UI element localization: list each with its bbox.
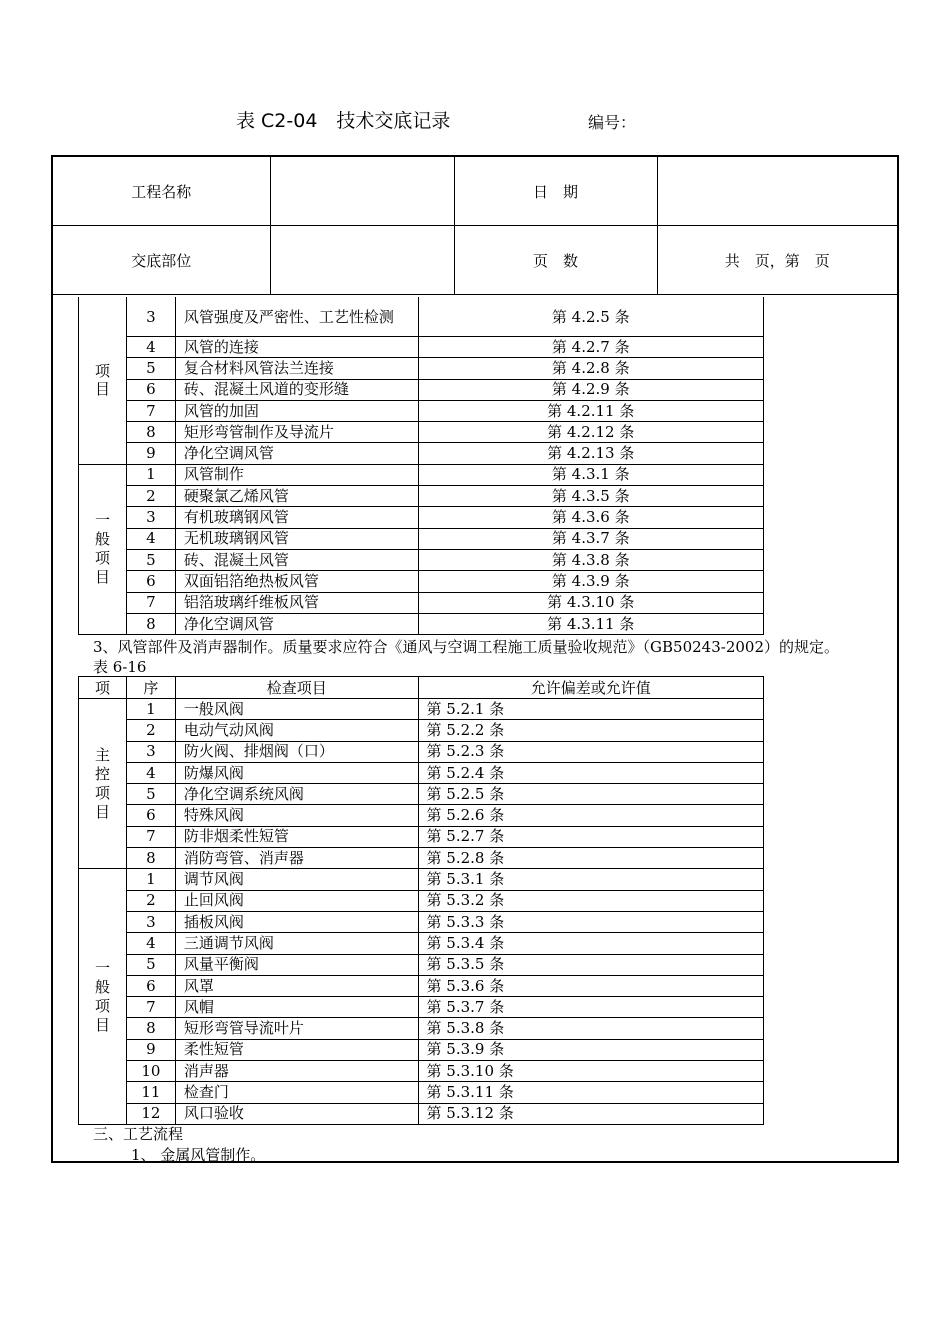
check-item: 防非烟柔性短管 xyxy=(175,826,418,847)
category-general: 一 般 项 目 xyxy=(79,869,127,1125)
row-number: 3 xyxy=(126,741,175,762)
category-main: 主 控 项 目 xyxy=(79,699,127,869)
pages-label: 页 数 xyxy=(454,226,657,295)
table-row xyxy=(79,358,764,379)
row-number: 2 xyxy=(126,486,175,507)
check-item: 风口验收 xyxy=(175,1103,418,1124)
table-row xyxy=(79,379,764,400)
project-name-field[interactable] xyxy=(270,157,454,226)
row-number: 7 xyxy=(126,592,175,613)
row-number: 11 xyxy=(126,1082,175,1103)
table-row xyxy=(79,549,764,570)
row-number: 7 xyxy=(126,826,175,847)
col-header-item: 检查项目 xyxy=(175,677,418,699)
record-frame xyxy=(51,155,899,1163)
clause-reference: 第 4.3.8 条 xyxy=(418,549,764,570)
clause-reference: 第 5.2.3 条 xyxy=(418,741,763,762)
row-number: 9 xyxy=(126,1039,175,1060)
table-row xyxy=(79,848,764,869)
paragraph xyxy=(93,637,839,677)
table-label: 表 6-16 xyxy=(93,658,147,676)
check-item: 净化空调系统风阀 xyxy=(175,784,418,805)
clause-reference: 第 4.3.10 条 xyxy=(418,592,764,613)
row-number: 8 xyxy=(126,613,175,634)
date-label: 日 期 xyxy=(454,157,657,226)
clause-reference: 第 4.3.7 条 xyxy=(418,528,764,549)
clause-reference: 第 5.2.2 条 xyxy=(418,720,763,741)
table-row xyxy=(79,486,764,507)
duct-inspection-table xyxy=(78,297,764,635)
check-item: 止回风阀 xyxy=(175,890,418,911)
check-item: 电动气动风阀 xyxy=(175,720,418,741)
table-row xyxy=(79,1061,764,1082)
check-item: 消防弯管、消声器 xyxy=(175,848,418,869)
row-number: 3 xyxy=(126,507,175,528)
check-item: 风管的加固 xyxy=(175,400,418,421)
check-item: 风管制作 xyxy=(175,464,418,485)
table-row xyxy=(79,464,764,485)
row-number: 7 xyxy=(126,400,175,421)
clause-reference: 第 4.3.5 条 xyxy=(418,486,764,507)
clause-reference: 第 5.3.3 条 xyxy=(418,911,763,932)
check-item: 三通调节风阀 xyxy=(175,933,418,954)
row-number: 5 xyxy=(126,549,175,570)
row-number: 9 xyxy=(126,443,175,464)
check-item: 插板风阀 xyxy=(175,911,418,932)
check-item: 风帽 xyxy=(175,997,418,1018)
number-label: 编号： xyxy=(588,113,637,132)
clause-reference: 第 5.3.8 条 xyxy=(418,1018,763,1039)
clause-reference: 第 4.3.11 条 xyxy=(418,613,764,634)
project-name-label: 工程名称 xyxy=(53,157,270,226)
check-item: 复合材料风管法兰连接 xyxy=(175,358,418,379)
table-row xyxy=(79,1082,764,1103)
table-row xyxy=(79,297,764,337)
clause-reference: 第 4.2.7 条 xyxy=(418,337,764,358)
row-number: 4 xyxy=(126,528,175,549)
table-row xyxy=(79,400,764,421)
table-row xyxy=(79,826,764,847)
clause-reference: 第 4.3.9 条 xyxy=(418,571,764,592)
table-row xyxy=(79,1018,764,1039)
table-row xyxy=(79,911,764,932)
row-number: 1 xyxy=(126,869,175,890)
check-item: 调节风阀 xyxy=(175,869,418,890)
row-number: 12 xyxy=(126,1103,175,1124)
document-title: 表 C2-04 技术交底记录 xyxy=(236,110,451,132)
row-number: 2 xyxy=(126,890,175,911)
row-number: 5 xyxy=(126,954,175,975)
check-item: 一般风阀 xyxy=(175,699,418,720)
table-row xyxy=(79,1103,764,1124)
table-row xyxy=(79,784,764,805)
row-number: 2 xyxy=(126,720,175,741)
clause-reference: 第 5.3.2 条 xyxy=(418,890,763,911)
col-header-category: 项 xyxy=(79,677,127,699)
clause-reference: 第 4.2.12 条 xyxy=(418,422,764,443)
check-item: 特殊风阀 xyxy=(175,805,418,826)
check-item: 铝箔玻璃纤维板风管 xyxy=(175,592,418,613)
row-number: 5 xyxy=(126,784,175,805)
row-number: 3 xyxy=(126,911,175,932)
table-row xyxy=(79,507,764,528)
clause-reference: 第 5.2.7 条 xyxy=(418,826,763,847)
table-row xyxy=(79,933,764,954)
clause-reference: 第 4.2.8 条 xyxy=(418,358,764,379)
check-item: 净化空调风管 xyxy=(175,443,418,464)
clause-reference: 第 5.3.10 条 xyxy=(418,1061,763,1082)
table-row xyxy=(79,869,764,890)
check-item: 硬聚氯乙烯风管 xyxy=(175,486,418,507)
check-item: 砖、混凝土风道的变形缝 xyxy=(175,379,418,400)
check-item: 消声器 xyxy=(175,1061,418,1082)
check-item: 净化空调风管 xyxy=(175,613,418,634)
check-item: 检查门 xyxy=(175,1082,418,1103)
clause-reference: 第 5.2.4 条 xyxy=(418,762,763,783)
clause-reference: 第 4.3.1 条 xyxy=(418,464,764,485)
pages-value: 共 页，第 页 xyxy=(657,226,897,295)
table-row xyxy=(79,443,764,464)
clause-reference: 第 5.2.6 条 xyxy=(418,805,763,826)
clause-reference: 第 5.2.1 条 xyxy=(418,699,763,720)
check-item: 风量平衡阀 xyxy=(175,954,418,975)
col-header-seq: 序 xyxy=(126,677,175,699)
check-item: 砖、混凝土风管 xyxy=(175,549,418,570)
table-row xyxy=(79,741,764,762)
table-row xyxy=(79,954,764,975)
clause-reference: 第 5.3.6 条 xyxy=(418,975,763,996)
clause-reference: 第 5.3.7 条 xyxy=(418,997,763,1018)
clause-reference: 第 5.2.8 条 xyxy=(418,848,763,869)
part-label: 交底部位 xyxy=(53,226,270,295)
check-item: 有机玻璃钢风管 xyxy=(175,507,418,528)
row-number: 4 xyxy=(126,933,175,954)
table-row xyxy=(79,699,764,720)
row-number: 1 xyxy=(126,464,175,485)
check-item: 无机玻璃钢风管 xyxy=(175,528,418,549)
row-number: 5 xyxy=(126,358,175,379)
subsection-title: 1、 金属风管制作。 xyxy=(131,1146,266,1164)
clause-reference: 第 4.2.9 条 xyxy=(418,379,764,400)
row-number: 8 xyxy=(126,1018,175,1039)
check-item: 双面铝箔绝热板风管 xyxy=(175,571,418,592)
table-row xyxy=(79,997,764,1018)
row-number: 1 xyxy=(126,699,175,720)
check-item: 防火阀、排烟阀（口） xyxy=(175,741,418,762)
row-number: 8 xyxy=(126,422,175,443)
row-number: 6 xyxy=(126,975,175,996)
table-row xyxy=(79,337,764,358)
row-number: 6 xyxy=(126,805,175,826)
table-row xyxy=(79,422,764,443)
clause-reference: 第 5.3.1 条 xyxy=(418,869,763,890)
table-row xyxy=(79,720,764,741)
check-item: 防爆风阀 xyxy=(175,762,418,783)
table-row xyxy=(79,592,764,613)
clause-reference: 第 5.3.12 条 xyxy=(418,1103,763,1124)
clause-reference: 第 5.2.5 条 xyxy=(418,784,763,805)
check-item: 矩形弯管制作及导流片 xyxy=(175,422,418,443)
clause-reference: 第 4.2.13 条 xyxy=(418,443,764,464)
clause-reference: 第 5.3.5 条 xyxy=(418,954,763,975)
section-title: 三、工艺流程 xyxy=(93,1125,184,1143)
table-row xyxy=(79,1039,764,1060)
clause-reference: 第 5.3.9 条 xyxy=(418,1039,763,1060)
table-row xyxy=(79,571,764,592)
table-row xyxy=(79,805,764,826)
table-row xyxy=(79,613,764,634)
table-row xyxy=(79,975,764,996)
table-row xyxy=(79,528,764,549)
clause-reference: 第 5.3.11 条 xyxy=(418,1082,763,1103)
date-field[interactable] xyxy=(657,157,897,226)
row-number: 6 xyxy=(126,571,175,592)
col-header-value: 允许偏差或允许值 xyxy=(418,677,763,699)
header-table xyxy=(53,157,897,295)
component-inspection-table xyxy=(78,676,764,1125)
paragraph-text: 3、风管部件及消声器制作。质量要求应符合《通风与空调工程施工质量验收规范》（GB50243-2002）的规定。 xyxy=(93,638,840,656)
row-number: 7 xyxy=(126,997,175,1018)
clause-reference: 第 4.3.6 条 xyxy=(418,507,764,528)
clause-reference: 第 4.2.11 条 xyxy=(418,400,764,421)
row-number: 4 xyxy=(126,762,175,783)
row-number: 6 xyxy=(126,379,175,400)
row-number: 10 xyxy=(126,1061,175,1082)
clause-reference: 第 5.3.4 条 xyxy=(418,933,763,954)
check-item: 风管强度及严密性、工艺性检测 xyxy=(175,297,418,337)
table-row xyxy=(79,762,764,783)
check-item: 风管的连接 xyxy=(175,337,418,358)
clause-reference: 第 4.2.5 条 xyxy=(418,297,764,337)
check-item: 短形弯管导流叶片 xyxy=(175,1018,418,1039)
category-main-partial: 项 目 xyxy=(79,297,127,464)
check-item: 柔性短管 xyxy=(175,1039,418,1060)
table-row xyxy=(79,890,764,911)
part-field[interactable] xyxy=(270,226,454,295)
row-number: 4 xyxy=(126,337,175,358)
check-item: 风罩 xyxy=(175,975,418,996)
row-number: 3 xyxy=(126,297,175,337)
category-general: 一 般 项 目 xyxy=(79,464,127,634)
row-number: 8 xyxy=(126,848,175,869)
